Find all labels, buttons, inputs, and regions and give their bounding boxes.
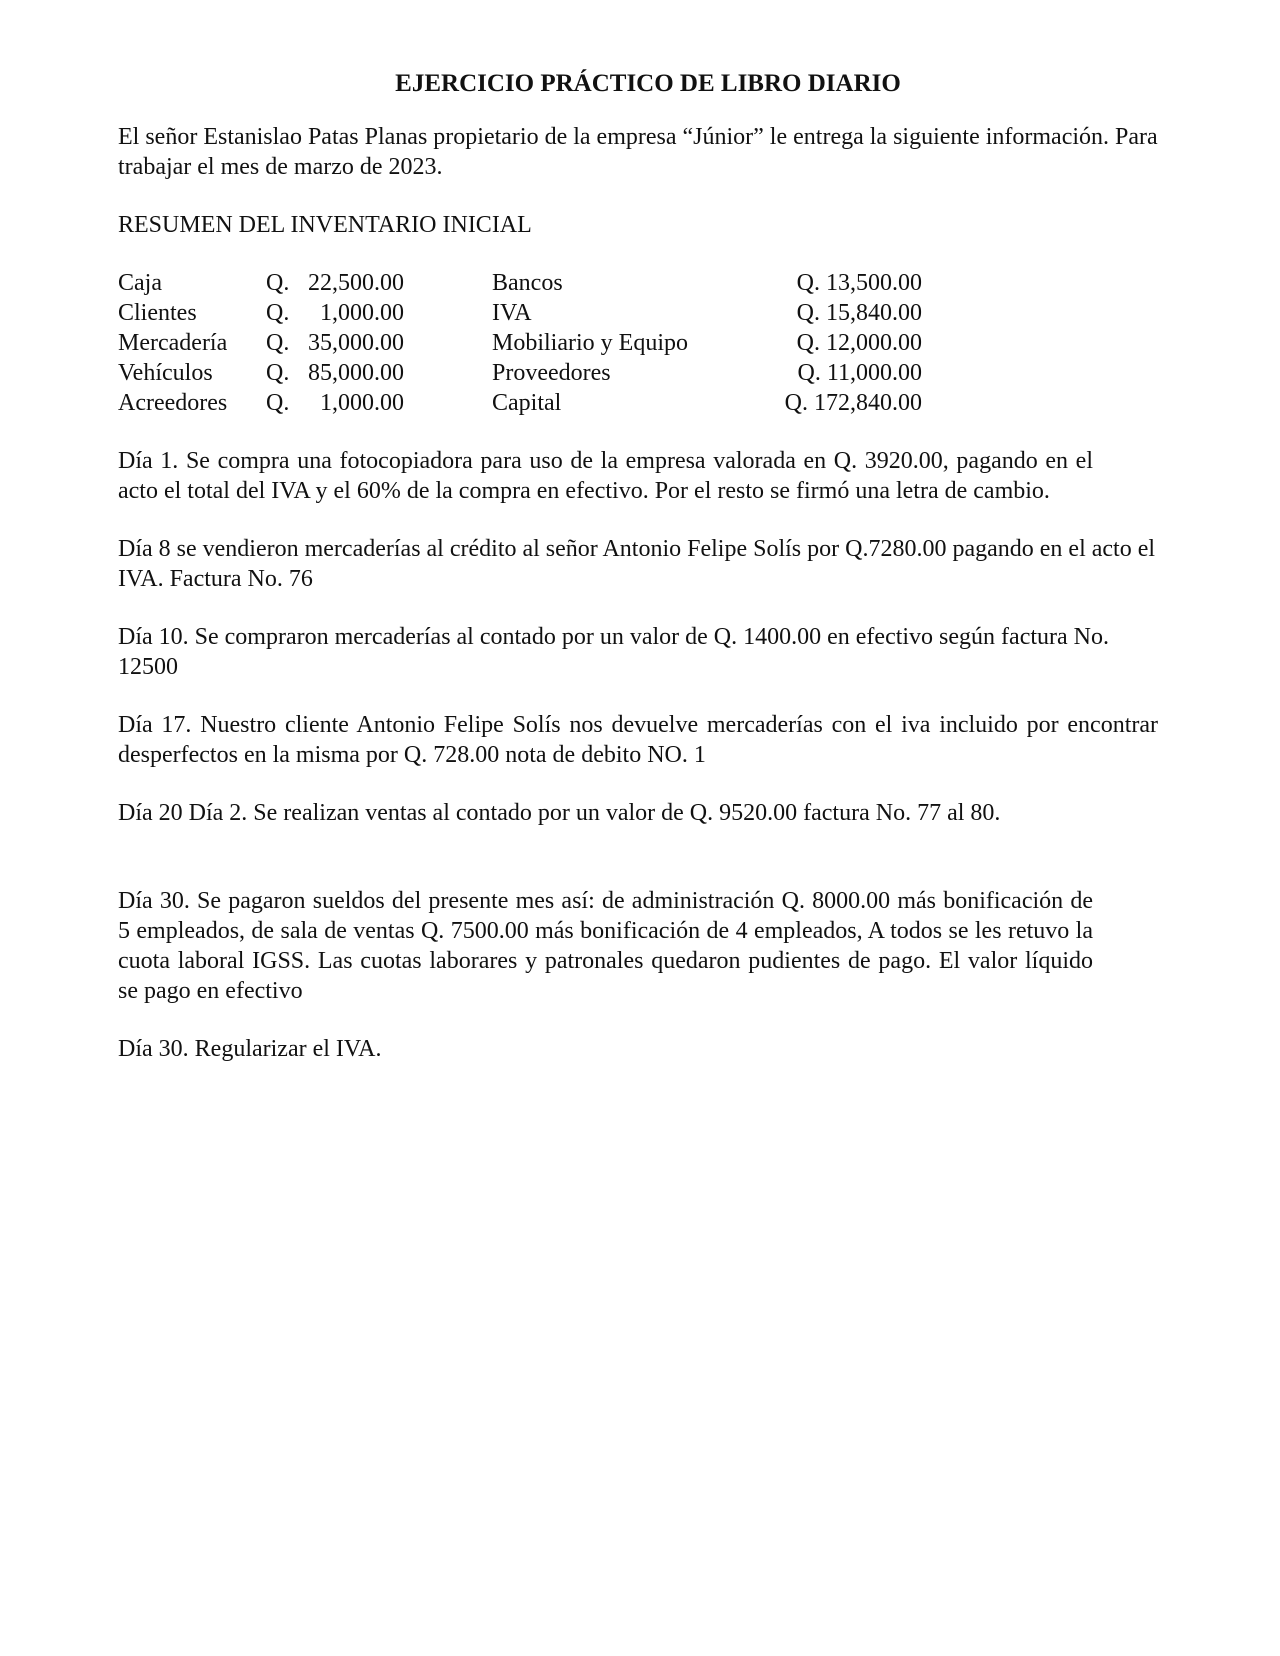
account-amount: 1,000.00	[320, 390, 404, 416]
currency-symbol: Q.	[266, 390, 290, 416]
journal-entry-day-30-salaries: Día 30. Se pagaron sueldos del presente mes así: de administración Q. 8000.00 más bonificación de 5 empleados, de sala de ventas Q. 7500.00 más bonificación de 4 empleados, A todos se les retuvo la cuota laboral IGSS. Las cuotas laborares y patronales quedaron pudientes de pago. El valor líquido se pago en efectivo	[118, 888, 1093, 1004]
account-name: Proveedores	[492, 360, 611, 386]
currency-symbol: Q.	[266, 330, 290, 356]
intro-paragraph: El señor Estanislao Patas Planas propietario de la empresa “Júnior” le entrega la siguiente información. Para trabajar el mes de marzo de 2023.	[118, 124, 1158, 180]
account-name: Mobiliario y Equipo	[492, 330, 688, 356]
journal-entry-day-1: Día 1. Se compra una fotocopiadora para uso de la empresa valorada en Q. 3920.00, pagando en el acto el total del IVA y el 60% de la compra en efectivo. Por el resto se firmó una letra de cambio.	[118, 448, 1093, 504]
inventory-row	[118, 298, 1158, 328]
inventory-table	[118, 268, 1158, 418]
inventory-row	[118, 268, 1158, 298]
account-name: Caja	[118, 270, 162, 296]
journal-entry-day-20: Día 20 Día 2. Se realizan ventas al contado por un valor de Q. 9520.00 factura No. 77 al 80.	[118, 800, 1001, 826]
currency-symbol: Q.	[266, 270, 290, 296]
journal-entry-day-10: Día 10. Se compraron mercaderías al contado por un valor de Q. 1400.00 en efectivo según factura No. 12500	[118, 624, 1109, 680]
account-name: Vehículos	[118, 360, 213, 386]
inventory-title: RESUMEN DEL INVENTARIO INICIAL	[118, 212, 532, 238]
account-name: Clientes	[118, 300, 197, 326]
account-name: Capital	[492, 390, 562, 416]
inventory-row	[118, 358, 1158, 388]
account-name: IVA	[492, 300, 532, 326]
account-amount: 1,000.00	[320, 300, 404, 326]
account-name: Bancos	[492, 270, 563, 296]
inventory-row	[118, 328, 1158, 358]
journal-entry-day-8: Día 8 se vendieron mercaderías al crédito al señor Antonio Felipe Solís por Q.7280.00 pagando en el acto el IVA. Factura No. 76	[118, 536, 1156, 592]
account-amount: Q. 172,840.00	[784, 390, 922, 416]
account-amount: Q. 15,840.00	[796, 300, 922, 326]
account-amount: 22,500.00	[308, 270, 404, 296]
journal-entry-day-30-iva: Día 30. Regularizar el IVA.	[118, 1036, 382, 1062]
account-amount: 35,000.00	[308, 330, 404, 356]
account-name: Acreedores	[118, 390, 228, 416]
currency-symbol: Q.	[266, 300, 290, 326]
account-name: Mercadería	[118, 330, 228, 356]
journal-entry-day-17: Día 17. Nuestro cliente Antonio Felipe Solís nos devuelve mercaderías con el iva incluido por encontrar desperfectos en la misma por Q. 728.00 nota de debito NO. 1	[118, 712, 1158, 768]
account-amount: 85,000.00	[308, 360, 404, 386]
account-amount: Q. 11,000.00	[797, 360, 922, 386]
account-amount: Q. 13,500.00	[796, 270, 922, 296]
document-page	[118, 70, 1158, 1064]
account-amount: Q. 12,000.00	[796, 330, 922, 356]
inventory-row	[118, 388, 1158, 418]
document-title: EJERCICIO PRÁCTICO DE LIBRO DIARIO	[395, 70, 901, 97]
currency-symbol: Q.	[266, 360, 290, 386]
